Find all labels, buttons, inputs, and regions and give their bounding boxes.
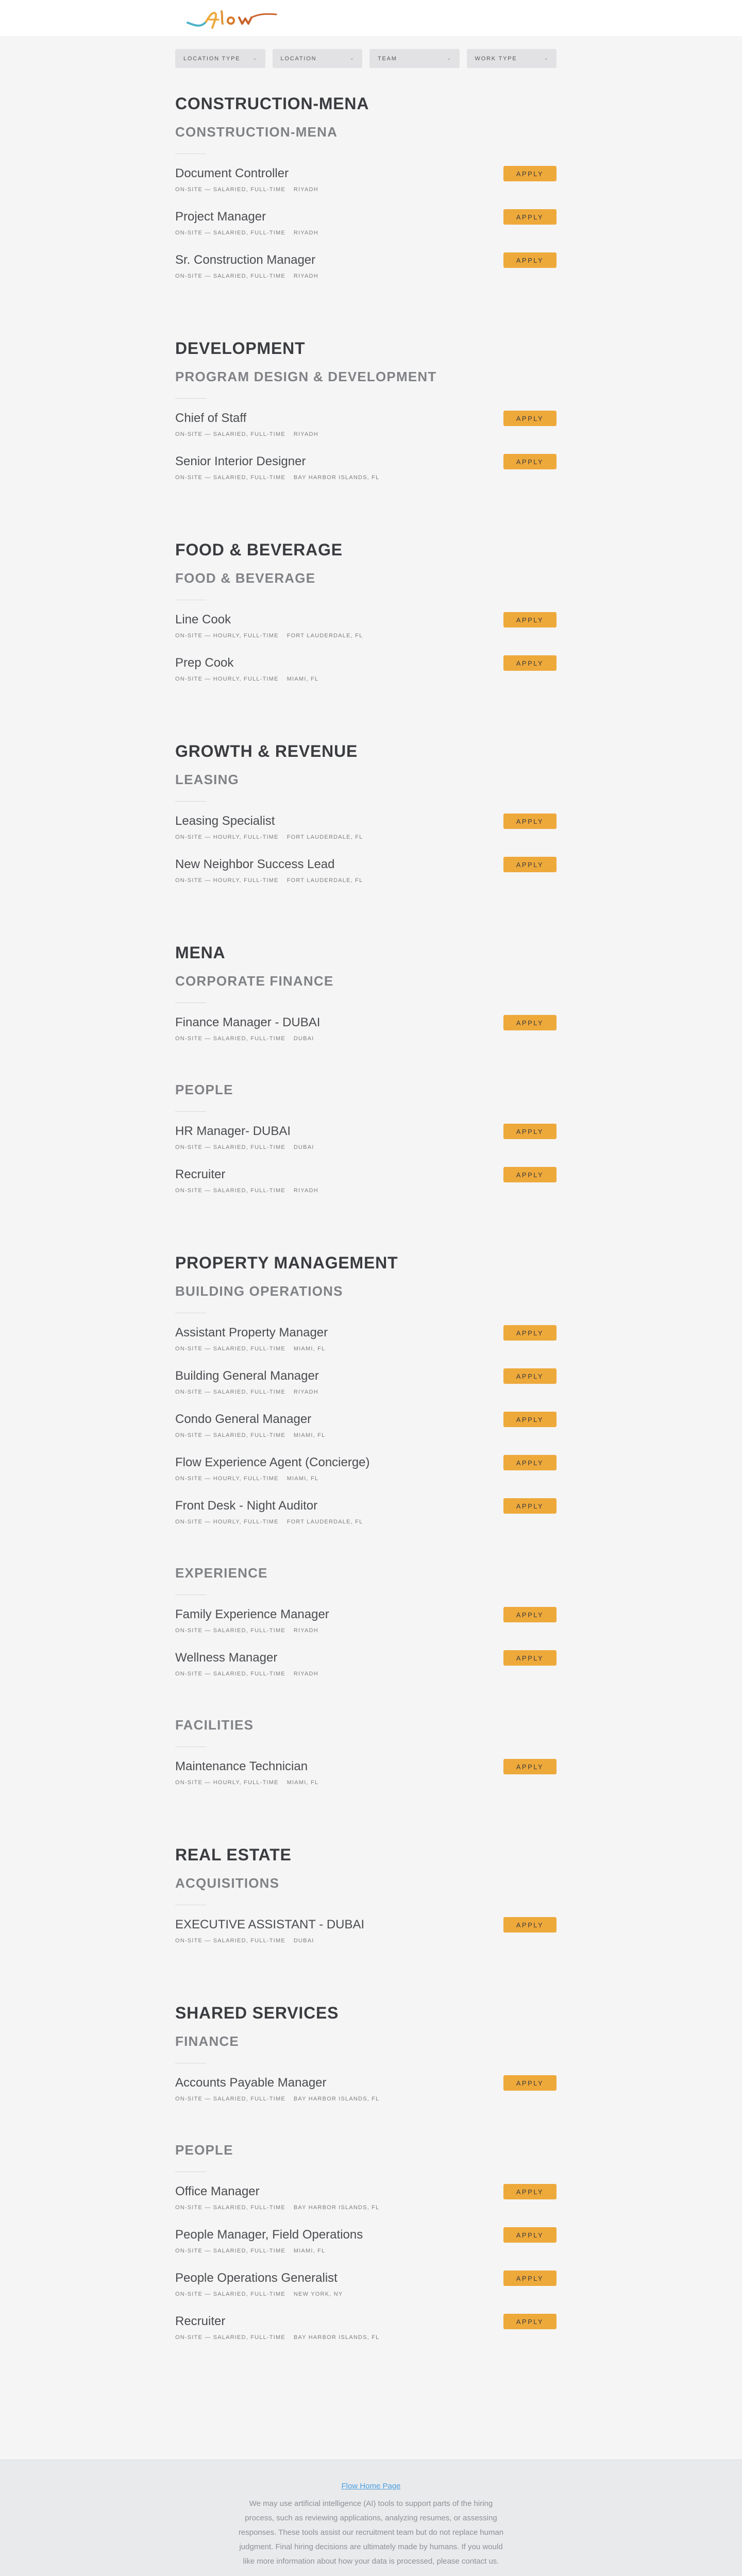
apply-button[interactable]: APPLY — [503, 2075, 556, 2091]
apply-button[interactable]: APPLY — [503, 411, 556, 426]
job-location: NEW YORK, NY — [293, 2291, 343, 2297]
job-location: DUBAI — [293, 1144, 314, 1150]
job-posting — [175, 1325, 556, 1368]
chevron-down-icon: ⌄ — [447, 56, 451, 61]
apply-button[interactable]: APPLY — [503, 1015, 556, 1030]
team-construction-mena — [175, 122, 556, 295]
job-posting — [175, 209, 556, 252]
home-page-link[interactable]: Flow Home Page — [341, 2482, 401, 2490]
job-commitment: ON-SITE — SALARIED, FULL-TIME — [175, 230, 285, 236]
job-commitment: ON-SITE — SALARIED, FULL-TIME — [175, 1671, 285, 1677]
job-meta — [175, 2095, 556, 2103]
job-commitment: ON-SITE — SALARIED, FULL-TIME — [175, 2291, 285, 2297]
job-location: RIYADH — [293, 230, 318, 236]
job-posting — [175, 1917, 556, 1960]
job-location: MIAMI, FL — [293, 1432, 326, 1438]
job-posting — [175, 1606, 556, 1650]
team-experience — [175, 1563, 556, 1693]
department-title: REAL ESTATE — [175, 1845, 292, 1864]
filter-location[interactable] — [273, 49, 363, 68]
job-meta — [175, 1345, 556, 1352]
job-commitment: ON-SITE — SALARIED, FULL-TIME — [175, 2096, 285, 2102]
apply-button[interactable]: APPLY — [503, 209, 556, 225]
job-commitment: ON-SITE — SALARIED, FULL-TIME — [175, 431, 285, 437]
job-posting — [175, 612, 556, 655]
team-acquisitions — [175, 1873, 556, 1960]
department-title: PROPERTY MANAGEMENT — [175, 1253, 398, 1272]
department-growth-revenue — [175, 740, 556, 900]
apply-button[interactable]: APPLY — [503, 166, 556, 181]
apply-button[interactable]: APPLY — [503, 1759, 556, 1774]
job-title-link[interactable]: EXECUTIVE ASSISTANT - DUBAI — [175, 1918, 365, 1931]
job-posting — [175, 1411, 556, 1454]
job-meta — [175, 1475, 556, 1482]
job-title-link[interactable]: People Operations Generalist — [175, 2271, 338, 2285]
apply-button[interactable]: APPLY — [503, 1167, 556, 1182]
job-title-link[interactable]: Maintenance Technician — [175, 1759, 308, 1773]
divider — [175, 801, 206, 802]
team-title: EXPERIENCE — [175, 1565, 268, 1581]
filter-work-type[interactable] — [467, 49, 557, 68]
department-title: CONSTRUCTION-MENA — [175, 94, 369, 113]
team-title: FINANCE — [175, 2033, 239, 2049]
job-location: RIYADH — [293, 187, 318, 193]
job-posting — [175, 453, 556, 497]
chevron-down-icon: ⌄ — [252, 56, 257, 61]
job-commitment: ON-SITE — SALARIED, FULL-TIME — [175, 474, 285, 481]
team-title: BUILDING OPERATIONS — [175, 1283, 343, 1299]
job-location: DUBAI — [293, 1938, 314, 1944]
apply-button[interactable]: APPLY — [503, 1917, 556, 1933]
team-title: FOOD & BEVERAGE — [175, 570, 316, 586]
job-commitment: ON-SITE — SALARIED, FULL-TIME — [175, 273, 285, 279]
job-posting — [175, 1123, 556, 1166]
job-location: MIAMI, FL — [286, 676, 319, 682]
filter-bar — [175, 49, 556, 68]
apply-button[interactable]: APPLY — [503, 655, 556, 671]
job-title-link[interactable]: Project Manager — [175, 210, 266, 224]
divider — [175, 398, 206, 399]
job-location: DUBAI — [293, 1036, 314, 1042]
apply-button[interactable]: APPLY — [503, 1650, 556, 1666]
job-posting — [175, 1650, 556, 1693]
job-commitment: ON-SITE — HOURLY, FULL-TIME — [175, 1519, 279, 1525]
team-facilities — [175, 1715, 556, 1802]
job-title-link[interactable]: Leasing Specialist — [175, 814, 275, 828]
job-meta — [175, 1388, 556, 1396]
team-title: PROGRAM DESIGN & DEVELOPMENT — [175, 369, 437, 384]
team-corporate-finance — [175, 971, 556, 1058]
job-meta — [175, 229, 556, 236]
job-title-link[interactable]: Finance Manager - DUBAI — [175, 1015, 321, 1029]
department-title: DEVELOPMENT — [175, 339, 306, 358]
team-leasing — [175, 769, 556, 900]
job-posting — [175, 2183, 556, 2227]
job-title-link[interactable]: Assistant Property Manager — [175, 1326, 328, 1340]
filter-label: WORK TYPE — [475, 55, 517, 62]
job-posting — [175, 856, 556, 900]
job-posting — [175, 1758, 556, 1802]
job-title-link[interactable]: HR Manager- DUBAI — [175, 1124, 291, 1138]
job-location: RIYADH — [293, 273, 318, 279]
job-posting — [175, 165, 556, 209]
apply-button[interactable]: APPLY — [503, 1498, 556, 1514]
chevron-down-icon: ⌄ — [544, 56, 548, 61]
job-commitment: ON-SITE — SALARIED, FULL-TIME — [175, 2205, 285, 2211]
team-food-beverage — [175, 568, 556, 698]
team-people — [175, 1079, 556, 1210]
job-meta — [175, 1518, 556, 1526]
job-location: BAY HARBOR ISLANDS, FL — [293, 2205, 380, 2211]
job-title-link[interactable]: Flow Experience Agent (Concierge) — [175, 1455, 370, 1469]
job-location: MIAMI, FL — [286, 1780, 319, 1786]
apply-button[interactable]: APPLY — [503, 612, 556, 628]
job-location: MIAMI, FL — [293, 1346, 326, 1352]
team-title: PEOPLE — [175, 2142, 233, 2158]
page-header — [0, 0, 742, 36]
job-commitment: ON-SITE — SALARIED, FULL-TIME — [175, 1628, 285, 1634]
job-title-link[interactable]: Senior Interior Designer — [175, 454, 306, 468]
department-title: MENA — [175, 943, 226, 962]
filter-team[interactable] — [369, 49, 460, 68]
job-title-link[interactable]: Prep Cook — [175, 656, 234, 670]
job-posting — [175, 1368, 556, 1411]
job-posting — [175, 252, 556, 295]
team-title: ACQUISITIONS — [175, 1875, 280, 1891]
team-building-operations — [175, 1281, 556, 1541]
job-title-link[interactable]: Sr. Construction Manager — [175, 253, 316, 267]
apply-button[interactable]: APPLY — [503, 2314, 556, 2329]
job-commitment: ON-SITE — SALARIED, FULL-TIME — [175, 1346, 285, 1352]
department-title: SHARED SERVICES — [175, 2004, 339, 2022]
job-meta — [175, 2291, 556, 2298]
job-location: BAY HARBOR ISLANDS, FL — [293, 2096, 380, 2102]
department-mena — [175, 942, 556, 1210]
job-location: RIYADH — [293, 1628, 318, 1634]
job-meta — [175, 2334, 556, 2341]
job-title-link[interactable]: Line Cook — [175, 613, 231, 626]
job-posting — [175, 410, 556, 453]
department-development — [175, 337, 556, 497]
department-food-beverage — [175, 539, 556, 698]
job-location: BAY HARBOR ISLANDS, FL — [293, 2334, 380, 2341]
flow-logo[interactable] — [185, 7, 278, 30]
filter-label: LOCATION — [280, 55, 317, 62]
job-meta — [175, 1432, 556, 1439]
job-location: RIYADH — [293, 1389, 318, 1395]
job-posting — [175, 2313, 556, 2357]
job-meta — [175, 474, 556, 481]
apply-button[interactable]: APPLY — [503, 857, 556, 872]
job-commitment: ON-SITE — HOURLY, FULL-TIME — [175, 633, 279, 639]
divider — [175, 1111, 206, 1112]
apply-button[interactable]: APPLY — [503, 1412, 556, 1427]
job-title-link[interactable]: Document Controller — [175, 166, 289, 180]
job-posting — [175, 2270, 556, 2313]
job-posting — [175, 655, 556, 698]
team-finance — [175, 2031, 556, 2118]
job-meta — [175, 2247, 556, 2255]
team-program-design-development — [175, 366, 556, 497]
job-location: FORT LAUDERDALE, FL — [286, 834, 363, 840]
job-meta — [175, 2204, 556, 2211]
job-meta — [175, 186, 556, 193]
job-title-link[interactable]: People Manager, Field Operations — [175, 2228, 363, 2242]
job-meta — [175, 273, 556, 280]
apply-button[interactable]: APPLY — [503, 2227, 556, 2243]
job-meta — [175, 1144, 556, 1151]
department-construction-mena — [175, 93, 556, 295]
department-real-estate — [175, 1844, 556, 1960]
job-commitment: ON-SITE — HOURLY, FULL-TIME — [175, 676, 279, 682]
filter-label: TEAM — [378, 55, 397, 62]
apply-button[interactable]: APPLY — [503, 814, 556, 829]
job-meta — [175, 1187, 556, 1194]
job-meta — [175, 834, 556, 841]
job-listings — [175, 36, 556, 2357]
job-location: FORT LAUDERDALE, FL — [286, 1519, 363, 1525]
team-title: CORPORATE FINANCE — [175, 973, 334, 989]
job-commitment: ON-SITE — SALARIED, FULL-TIME — [175, 187, 285, 193]
team-people — [175, 2140, 556, 2357]
filter-location-type[interactable] — [175, 49, 265, 68]
job-commitment: ON-SITE — HOURLY, FULL-TIME — [175, 834, 279, 840]
job-location: RIYADH — [293, 1188, 318, 1194]
apply-button[interactable]: APPLY — [503, 1607, 556, 1622]
filter-label: LOCATION TYPE — [183, 55, 241, 62]
job-commitment: ON-SITE — SALARIED, FULL-TIME — [175, 1188, 285, 1194]
job-commitment: ON-SITE — SALARIED, FULL-TIME — [175, 1938, 285, 1944]
team-title: FACILITIES — [175, 1717, 254, 1733]
department-shared-services — [175, 2002, 556, 2357]
job-title-link[interactable]: Condo General Manager — [175, 1412, 312, 1426]
department-title: FOOD & BEVERAGE — [175, 540, 343, 559]
job-commitment: ON-SITE — SALARIED, FULL-TIME — [175, 1389, 285, 1395]
job-posting — [175, 1014, 556, 1058]
job-title-link[interactable]: New Neighbor Success Lead — [175, 857, 335, 871]
job-posting — [175, 1166, 556, 1210]
job-commitment: ON-SITE — SALARIED, FULL-TIME — [175, 1144, 285, 1150]
apply-button[interactable]: APPLY — [503, 1124, 556, 1139]
job-title-link[interactable]: Recruiter — [175, 2314, 226, 2328]
apply-button[interactable]: APPLY — [503, 454, 556, 469]
ai-notice: We may use artificial intelligence (AI) tools to support parts of the hiring process, such as reviewing applications, analyzing resumes, or assessing responses. These tools assist our recruitment team but do not replace human judgment. Final hiring decisions are ultimately made by humans. If you would like more information about how your data is processed, please contact us. — [238, 2499, 504, 2566]
chevron-down-icon: ⌄ — [349, 56, 354, 61]
apply-button[interactable]: APPLY — [503, 252, 556, 268]
job-title-link[interactable]: Chief of Staff — [175, 411, 247, 425]
job-posting — [175, 2227, 556, 2270]
job-commitment: ON-SITE — SALARIED, FULL-TIME — [175, 2248, 285, 2254]
page-footer — [0, 2460, 742, 2576]
job-meta — [175, 1937, 556, 1944]
job-commitment: ON-SITE — HOURLY, FULL-TIME — [175, 1780, 279, 1786]
job-posting — [175, 2075, 556, 2118]
apply-button[interactable]: APPLY — [503, 2270, 556, 2286]
job-title-link[interactable]: Accounts Payable Manager — [175, 2076, 327, 2090]
job-meta — [175, 632, 556, 639]
job-title-link[interactable]: Recruiter — [175, 1167, 226, 1181]
job-title-link[interactable]: Family Experience Manager — [175, 1607, 329, 1621]
job-meta — [175, 1627, 556, 1634]
job-commitment: ON-SITE — HOURLY, FULL-TIME — [175, 1476, 279, 1482]
job-commitment: ON-SITE — SALARIED, FULL-TIME — [175, 2334, 285, 2341]
job-commitment: ON-SITE — SALARIED, FULL-TIME — [175, 1432, 285, 1438]
team-title: LEASING — [175, 772, 239, 787]
team-title: PEOPLE — [175, 1082, 233, 1097]
job-meta — [175, 1035, 556, 1042]
job-posting — [175, 813, 556, 856]
job-title-link[interactable]: Front Desk - Night Auditor — [175, 1499, 318, 1513]
apply-button[interactable]: APPLY — [503, 1455, 556, 1470]
job-title-link[interactable]: Building General Manager — [175, 1369, 319, 1383]
job-commitment: ON-SITE — SALARIED, FULL-TIME — [175, 1036, 285, 1042]
job-location: FORT LAUDERDALE, FL — [286, 877, 363, 884]
job-commitment: ON-SITE — HOURLY, FULL-TIME — [175, 877, 279, 884]
job-location: FORT LAUDERDALE, FL — [286, 633, 363, 639]
job-location: RIYADH — [293, 1671, 318, 1677]
job-location: MIAMI, FL — [293, 2248, 326, 2254]
job-location: MIAMI, FL — [286, 1476, 319, 1482]
job-title-link[interactable]: Office Manager — [175, 2184, 260, 2198]
job-location: RIYADH — [293, 431, 318, 437]
job-meta — [175, 877, 556, 884]
job-meta — [175, 1670, 556, 1677]
team-title: CONSTRUCTION-MENA — [175, 124, 338, 140]
apply-button[interactable]: APPLY — [503, 2184, 556, 2199]
departments-list — [175, 93, 556, 2357]
apply-button[interactable]: APPLY — [503, 1325, 556, 1341]
job-posting — [175, 1454, 556, 1498]
department-property-management — [175, 1252, 556, 1802]
job-title-link[interactable]: Wellness Manager — [175, 1651, 278, 1665]
job-posting — [175, 1498, 556, 1541]
job-meta — [175, 431, 556, 438]
job-meta — [175, 675, 556, 683]
department-title: GROWTH & REVENUE — [175, 742, 358, 760]
apply-button[interactable]: APPLY — [503, 1368, 556, 1384]
job-meta — [175, 1779, 556, 1786]
job-location: BAY HARBOR ISLANDS, FL — [293, 474, 380, 481]
